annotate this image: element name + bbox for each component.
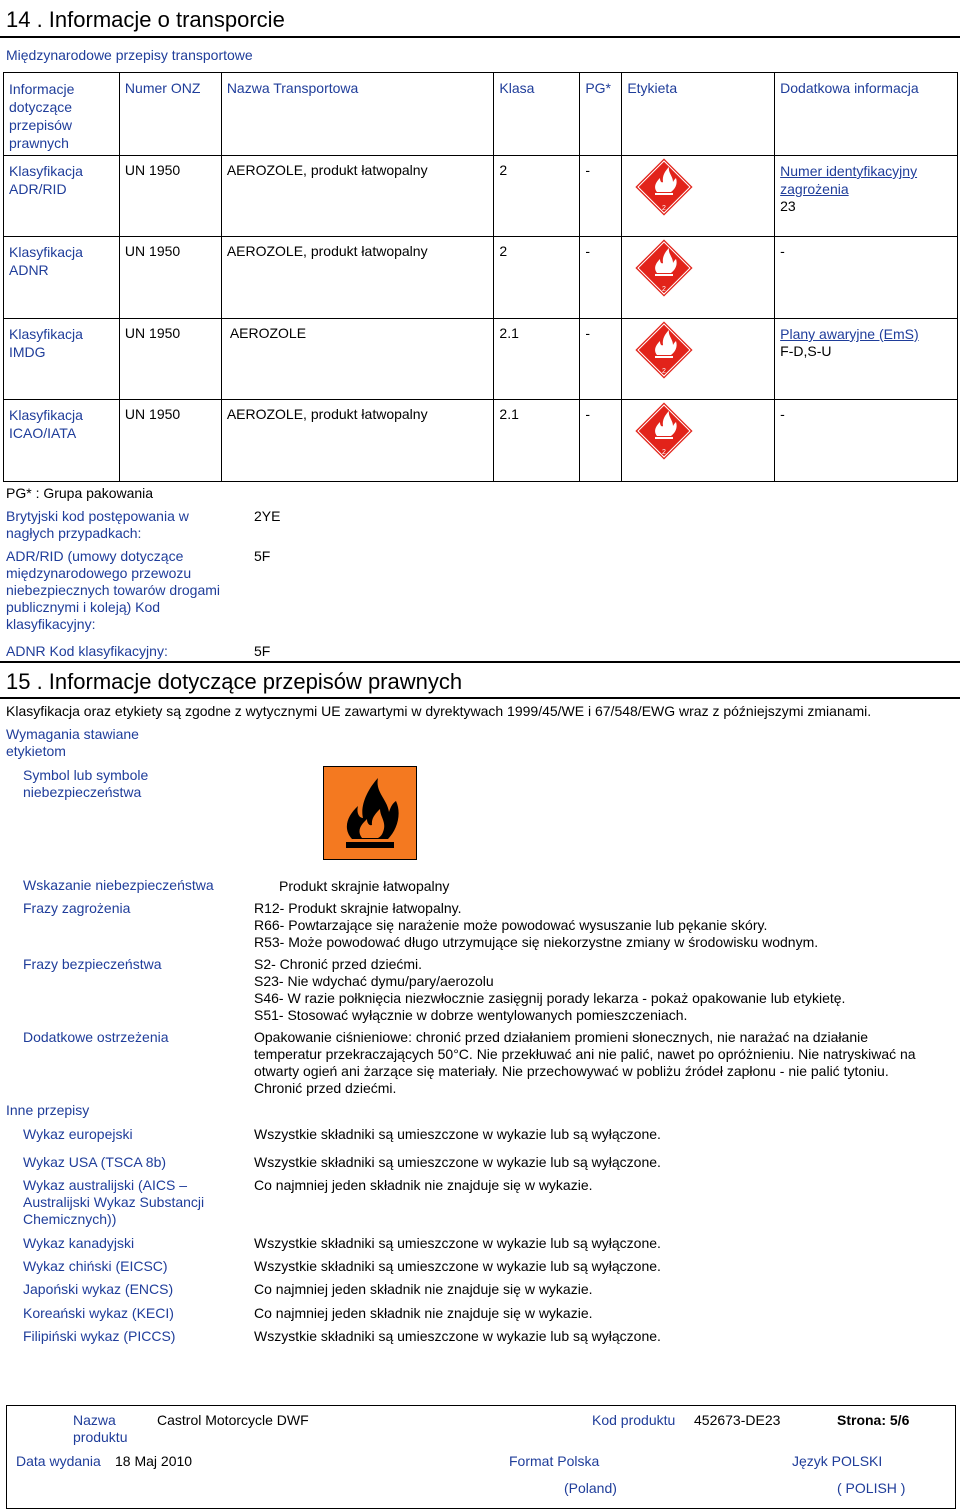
inventory-label: Wykaz kanadyjski <box>23 1235 135 1251</box>
row-regulation: Klasyfikacja ADNR <box>4 237 120 319</box>
row-label <box>622 319 775 400</box>
page-number: Strona: 5/6 <box>837 1412 910 1428</box>
svg-text:2: 2 <box>662 449 667 456</box>
row-name: AEROZOLE, produkt łatwopalny <box>221 237 494 319</box>
row-info <box>775 319 958 400</box>
row-info-label: Numer identyfikacyjny zagrożenia <box>780 163 918 197</box>
table-row <box>4 319 958 400</box>
product-name-label: Nazwa produktu <box>73 1412 128 1445</box>
row-info <box>775 156 958 237</box>
additional-warnings-text <box>254 1029 916 1097</box>
hazard-symbols-label: Symbol lub symbole niebezpieczeństwa <box>23 767 149 800</box>
language-value: ( POLISH ) <box>837 1480 906 1496</box>
row-name: AEROZOLE, produkt łatwopalny <box>221 400 494 482</box>
row-label <box>622 156 775 237</box>
row-info-value: - <box>780 406 785 422</box>
inventory-label: Japoński wykaz (ENCS) <box>23 1281 174 1297</box>
row-un: UN 1950 <box>119 156 221 237</box>
issue-date: 18 Maj 2010 <box>115 1453 193 1469</box>
row-info <box>775 237 958 319</box>
transport-table <box>3 72 958 482</box>
row-info-value: 23 <box>780 198 796 214</box>
row-pg: - <box>580 400 622 482</box>
format-value: (Poland) <box>564 1480 617 1496</box>
other-regulations-label: Inne przepisy <box>6 1102 90 1118</box>
flammable-gas-label-icon <box>633 400 695 462</box>
emergency-code-value: 2YE <box>254 508 281 524</box>
svg-text:2: 2 <box>662 368 667 375</box>
row-info <box>775 400 958 482</box>
issue-date-label: Data wydania <box>16 1453 101 1469</box>
regulation-intro: Klasyfikacja oraz etykiety są zgodne z wytycznymi UE zawartymi w dyrektywach 1999/45/WE i 67/548/EWG wraz z późniejszymi zmianami. <box>6 703 872 719</box>
section-divider <box>0 697 960 699</box>
risk-phrase: R53- Może powodować długo utrzymujące się niekorzystne zmiany w środowisku wodnym. <box>254 934 819 950</box>
additional-warnings-label: Dodatkowe ostrzeżenia <box>23 1029 169 1045</box>
adr-rid-code-label: ADR/RID (umowy dotyczące międzynarodowego przewozu niebezpiecznych towarów drogami publicznymi i koleją) Kod klasyfikacyjny: <box>6 548 220 632</box>
row-regulation: Klasyfikacja ADR/RID <box>4 156 120 237</box>
risk-phrases-label: Frazy zagrożenia <box>23 900 131 916</box>
inventory-status: Co najmniej jeden składnik nie znajduje się w wykazie. <box>254 1177 593 1193</box>
header-pg: PG* <box>580 73 622 156</box>
inventory-status: Co najmniej jeden składnik nie znajduje się w wykazie. <box>254 1281 593 1297</box>
risk-phrase: R66- Powtarzające się narażenie może powodować wysuszanie lub pękanie skóry. <box>254 917 768 933</box>
safety-phrases-label: Frazy bezpieczeństwa <box>23 956 162 972</box>
labelling-requirements: Wymagania stawiane etykietom <box>6 726 139 759</box>
section-14-title: 14 . Informacje o transporcie <box>6 7 285 32</box>
row-regulation: Klasyfikacja ICAO/IATA <box>4 400 120 482</box>
inventory-label: Wykaz chiński (EICSC) <box>23 1258 168 1274</box>
pg-note: PG* : Grupa pakowania <box>6 485 154 501</box>
row-class: 2 <box>494 237 580 319</box>
inventory-status: Wszystkie składniki są umieszczone w wykazie lub są wyłączone. <box>254 1258 661 1274</box>
row-info-value: F-D,S-U <box>780 343 832 359</box>
inventory-status: Wszystkie składniki są umieszczone w wykazie lub są wyłączone. <box>254 1235 661 1251</box>
header-additional-info: Dodatkowa informacja <box>775 73 958 156</box>
hazard-indication-value: Produkt skrajnie łatwopalny <box>279 878 450 894</box>
section-divider <box>0 661 960 663</box>
format-label: Format Polska <box>509 1453 600 1469</box>
table-row <box>4 156 958 237</box>
inventory-status: Co najmniej jeden składnik nie znajduje się w wykazie. <box>254 1305 593 1321</box>
svg-text:2: 2 <box>662 205 667 212</box>
row-class: 2 <box>494 156 580 237</box>
row-info-label: Plany awaryjne (EmS) <box>780 326 919 342</box>
safety-phrases-list <box>254 956 845 1024</box>
table-header-row <box>4 73 958 156</box>
row-info-value: - <box>780 243 785 259</box>
row-regulation: Klasyfikacja IMDG <box>4 319 120 400</box>
inventory-label: Wykaz USA (TSCA 8b) <box>23 1154 167 1170</box>
adr-rid-code-value: 5F <box>254 548 271 564</box>
row-class: 2.1 <box>494 319 580 400</box>
header-class: Klasa <box>494 73 580 156</box>
header-transport-name: Nazwa Transportowa <box>221 73 494 156</box>
additional-warning-line: temperatur przekraczających 50°C. Nie przekłuwać ani nie palić, nawet po opróżnieniu. Nie natryskiwać na <box>254 1046 916 1062</box>
header-un-number: Numer ONZ <box>119 73 221 156</box>
risk-phrase: R12- Produkt skrajnie łatwopalny. <box>254 900 462 916</box>
row-un: UN 1950 <box>119 400 221 482</box>
additional-warning-line: otwarty ogień ani żarzące się materiały. Nie przechowywać w pobliżu źródeł zapłonu - nie palić tytoniu. <box>254 1063 889 1079</box>
row-un: UN 1950 <box>119 237 221 319</box>
additional-warning-line: Opakowanie ciśnieniowe: chronić przed działaniem promieni słonecznych, nie narażać na działanie <box>254 1029 869 1045</box>
flammable-gas-label-icon <box>633 319 695 381</box>
row-label <box>622 400 775 482</box>
flammable-gas-label-icon <box>633 237 695 299</box>
risk-phrases-list <box>254 900 818 951</box>
adnr-code-label: ADNR Kod klasyfikacyjny: <box>6 643 168 659</box>
flammable-hazard-symbol-icon <box>323 766 417 860</box>
language-label: Język POLSKI <box>792 1453 883 1469</box>
emergency-code-label: Brytyjski kod postępowania w nagłych przypadkach: <box>6 508 189 541</box>
product-name: Castrol Motorcycle DWF <box>157 1412 309 1428</box>
inventory-status: Wszystkie składniki są umieszczone w wykazie lub są wyłączone. <box>254 1328 661 1344</box>
header-label: Etykieta <box>622 73 775 156</box>
additional-warning-line: Chronić przed dziećmi. <box>254 1080 397 1096</box>
hazard-indication-label: Wskazanie niebezpieczeństwa <box>23 877 214 893</box>
safety-phrase: S46- W razie połknięcia niezwłocznie zasięgnij porady lekarza - pokaż opakowanie lub etykietę. <box>254 990 846 1006</box>
row-un: UN 1950 <box>119 319 221 400</box>
section-14-subtitle: Międzynarodowe przepisy transportowe <box>6 47 253 63</box>
inventory-label: Wykaz australijski (AICS – Australijski Wykaz Substancji Chemicznych)) <box>23 1177 205 1227</box>
row-name: AEROZOLE, produkt łatwopalny <box>221 156 494 237</box>
row-pg: - <box>580 237 622 319</box>
inventory-label: Wykaz europejski <box>23 1126 133 1142</box>
row-class: 2.1 <box>494 400 580 482</box>
row-label <box>622 237 775 319</box>
section-15-title: 15 . Informacje dotyczące przepisów prawnych <box>6 669 463 694</box>
inventory-status: Wszystkie składniki są umieszczone w wykazie lub są wyłączone. <box>254 1154 661 1170</box>
row-pg: - <box>580 156 622 237</box>
section-divider <box>0 36 960 38</box>
row-name: AEROZOLE <box>221 319 494 400</box>
flammable-gas-label-icon <box>633 156 695 218</box>
header-regulations: Informacje dotyczące przepisów prawnych <box>4 73 120 156</box>
table-row <box>4 400 958 482</box>
row-pg: - <box>580 319 622 400</box>
safety-phrase: S23- Nie wdychać dymu/pary/aerozolu <box>254 973 494 989</box>
inventory-status: Wszystkie składniki są umieszczone w wykazie lub są wyłączone. <box>254 1126 661 1142</box>
safety-phrase: S2- Chronić przed dziećmi. <box>254 956 423 972</box>
inventory-label: Filipiński wykaz (PICCS) <box>23 1328 176 1344</box>
adnr-code-value: 5F <box>254 643 271 659</box>
product-code: 452673-DE23 <box>694 1412 781 1428</box>
table-row <box>4 237 958 319</box>
safety-phrase: S51- Stosować wyłącznie w dobrze wentylowanych pomieszczeniach. <box>254 1007 688 1023</box>
product-code-label: Kod produktu <box>592 1412 676 1428</box>
svg-text:2: 2 <box>662 286 667 293</box>
inventory-label: Koreański wykaz (KECI) <box>23 1305 174 1321</box>
